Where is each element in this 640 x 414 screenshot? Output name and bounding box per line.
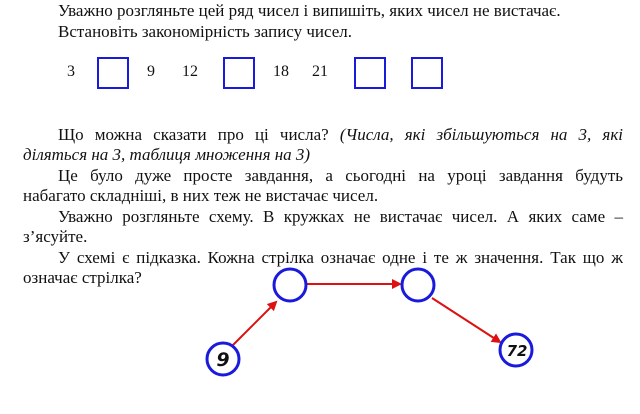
answer-part2: діляться на 3, таблиця множення на 3) (23, 145, 311, 164)
paragraph3-line2: з’ясуйте. (23, 227, 88, 246)
paragraph3-text1: Уважно розгляньте схему. В кружках не вистачає чисел. А яких саме – (58, 207, 623, 226)
sequence-number-5: 21 (312, 63, 328, 80)
task-instruction-line1: Уважно розгляньте цей ряд чисел і випишіть, яких чисел не вистачає. (58, 1, 561, 20)
scheme-arrow-1 (233, 302, 276, 345)
paragraph2-line2: набагато складніші, в них теж не вистачає чисел. (23, 186, 379, 205)
scheme-circle-blank-2 (402, 269, 434, 301)
paragraph2-text1: Це було дуже просте завдання, а сьогодні на уроці завдання будуть (58, 166, 623, 185)
scheme-arrow-3 (432, 298, 500, 342)
question-text: Що можна сказати про ці числа? (58, 125, 329, 144)
sequence-number-1: 3 (67, 63, 75, 80)
sequence-number-2: 9 (147, 63, 155, 80)
answer-part1: (Числа, які збільшуються на 3, які (339, 125, 624, 144)
task-instruction-line2: Встановіть закономірність запису чисел. (58, 22, 353, 41)
sequence-number-4: 18 (273, 63, 289, 80)
scheme-start-value: 9 (216, 349, 230, 371)
paragraph4-line2: означає стрілка? (23, 268, 142, 287)
scheme-end-value: 72 (506, 342, 528, 360)
sequence-number-3: 12 (182, 63, 198, 80)
paragraph4-text1: У схемі є підказка. Кожна стрілка означає одне і те ж значення. Так що ж (58, 248, 623, 267)
scheme-circle-blank-1 (274, 269, 306, 301)
